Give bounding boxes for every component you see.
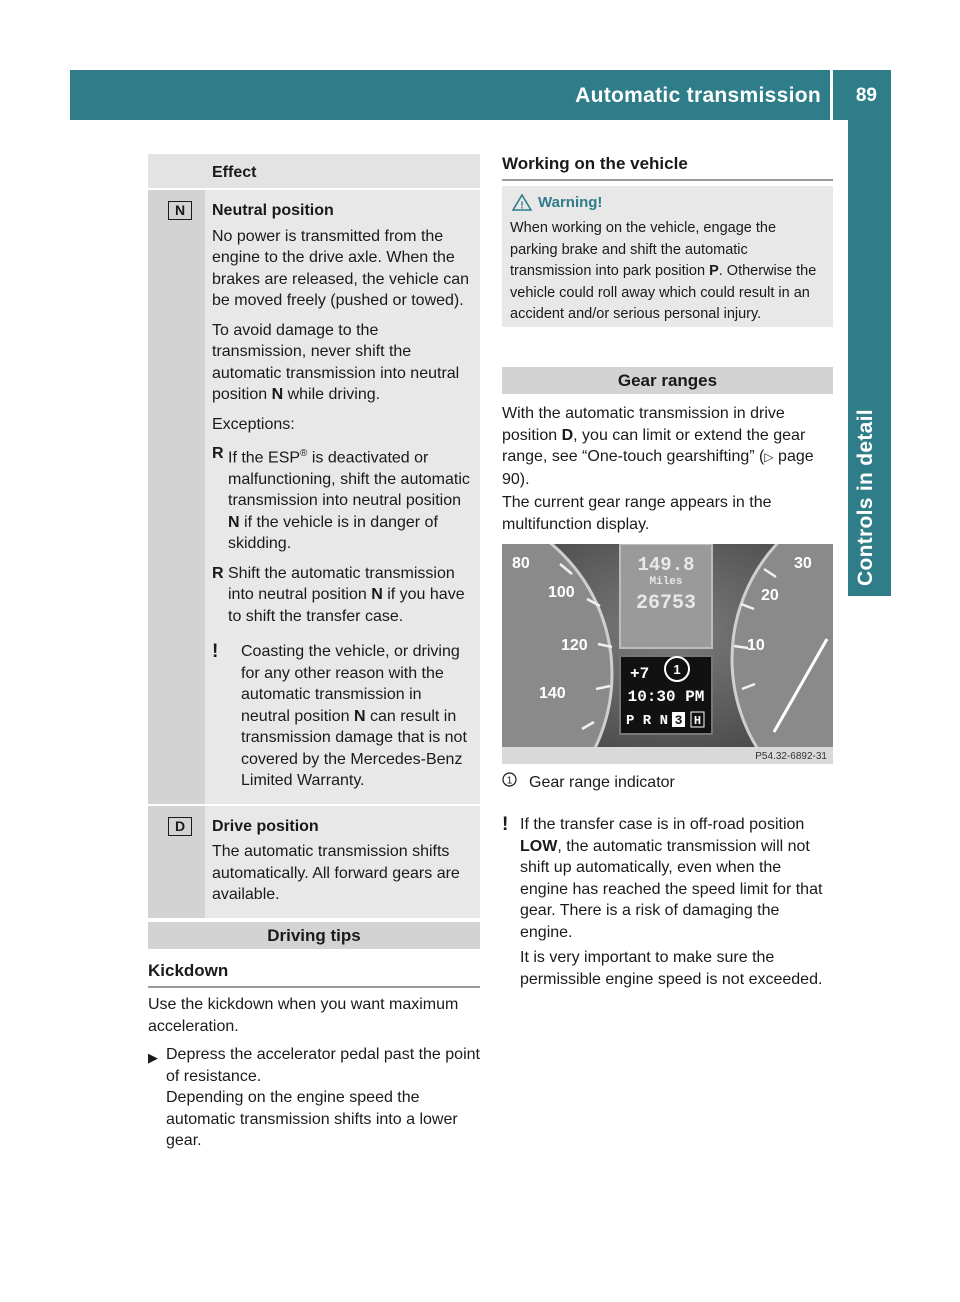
bold-gear-letter: N: [371, 586, 383, 604]
kickdown-heading: Kickdown: [148, 961, 480, 988]
exception-bullet-transfer-case: [212, 563, 472, 628]
callout-legend: [502, 772, 833, 794]
text-run: . Otherwise the vehicle could roll away which could result in an accident and/or serious personal injury.: [510, 263, 817, 322]
odometer-value: 26753: [635, 592, 697, 615]
rpm-label-30: 30: [794, 555, 812, 572]
circled-number-icon: [502, 772, 517, 787]
driving-tips-section-bar: Driving tips: [148, 922, 480, 949]
bold-gear-letter: N: [228, 513, 240, 531]
warning-header: [512, 194, 602, 211]
neutral-paragraph-1: No power is transmitted from the engine to the drive axle. When the brakes are released, the vehicle can be moved freely (pushed or towed).: [212, 227, 470, 309]
text-run: With the automatic transmission in drive position: [502, 405, 785, 444]
page-number: 89: [855, 85, 877, 106]
neutral-content-cell: [205, 190, 480, 804]
bold-gear-letter: D: [561, 426, 574, 444]
side-tab: [848, 306, 891, 596]
speed-label-140: 140: [539, 685, 566, 702]
callout-legend-number: 1: [506, 775, 513, 787]
header-title: Automatic transmission: [575, 84, 821, 107]
text-run: , you can limit or extend the gear range, see “One-touch gearshifting” (: [502, 426, 806, 465]
exclamation-icon: !: [212, 641, 219, 663]
header-separator: [830, 70, 833, 120]
text-run: is deactivated or malfunctioning, shift the automatic transmission into neutral position: [228, 449, 470, 510]
text-run: When working on the vehicle, engage the parking brake and shift the automatic transmission into park position: [510, 220, 777, 279]
step-line: Depending on the engine speed the automatic transmission shifts into a lower gear.: [166, 1089, 458, 1149]
drive-text: The automatic transmission shifts automatically. All forward gears are available.: [212, 843, 460, 904]
rpm-label-20: 20: [761, 587, 779, 604]
page-ref-arrow-icon: ▷: [764, 450, 774, 464]
effect-table: [148, 154, 480, 918]
warning-text: [510, 218, 827, 326]
transfer-case-warning: [502, 814, 833, 943]
cluster-illustration: [502, 544, 833, 764]
gear-n-icon: N: [168, 201, 192, 220]
coasting-warning-text: [241, 641, 472, 792]
column-header-effect: Effect: [212, 164, 257, 181]
transfer-case-note: [502, 814, 833, 990]
speed-label-100: 100: [548, 584, 575, 601]
text-run: can result in transmission damage that is not covered by the Mercedes-Benz Limited Warranty.: [241, 707, 467, 790]
gear-d-icon: D: [168, 817, 192, 836]
warning-label: Warning!: [538, 194, 603, 211]
callout-1-legend-icon: [502, 772, 529, 794]
text-run: Coasting the vehicle, or driving for any other reason with the automatic transmission in neutral position: [241, 643, 460, 725]
rpm-label-10: 10: [747, 637, 765, 654]
text-run: if the vehicle is in danger of skidding.: [228, 513, 438, 553]
gear-ranges-paragraph-1: [502, 403, 833, 490]
bold-gear-letter: N: [271, 386, 284, 403]
text-run: , the automatic transmission will not shift up automatically, even when the engine has reached the speed limit for that gear. There is a risk of damaging the engine.: [520, 837, 823, 941]
text-run: Shift the automatic transmission into neutral position: [228, 564, 455, 604]
page-header-bar: [70, 70, 891, 120]
gear-ranges-paragraph-2: The current gear range appears in the multifunction display.: [502, 494, 772, 533]
bullet-text: [228, 443, 472, 555]
callout-1-label: Gear range indicator: [529, 774, 675, 791]
text-run: If the transfer case is in off-road position: [520, 816, 805, 833]
drive-icon-cell: [148, 806, 205, 918]
step-arrow-icon: ▶: [148, 1050, 158, 1065]
neutral-icon-cell: [148, 190, 205, 804]
photo-code: P54.32-6892-31: [755, 751, 827, 762]
working-on-vehicle-heading: Working on the vehicle: [502, 154, 833, 181]
exception-bullet-esp: [212, 443, 472, 555]
speed-label-80: 80: [512, 555, 530, 572]
neutral-title: Neutral position: [212, 202, 334, 219]
bullet-icon: R: [212, 564, 224, 582]
coasting-warning: [212, 641, 472, 792]
text-run: If the ESP: [228, 449, 301, 467]
outside-temperature: +7: [630, 665, 650, 683]
trip-value: 149.8: [637, 554, 695, 576]
neutral-paragraph-2: [212, 320, 472, 406]
bold-gear-letter: N: [353, 707, 366, 725]
bold-range-label: LOW: [520, 837, 558, 855]
warning-box: [502, 186, 833, 327]
side-tab-spacer: [848, 120, 891, 306]
warning-triangle-icon: [512, 194, 532, 211]
kickdown-step: [148, 1044, 480, 1152]
bullet-text: [228, 563, 472, 628]
kickdown-step-text: [166, 1044, 480, 1152]
exclamation-icon: !: [502, 814, 509, 835]
text-run: if you have to shift the transfer case.: [228, 586, 465, 625]
drive-title: Drive position: [212, 817, 319, 835]
gear-letters: P R N: [626, 713, 669, 729]
speed-label-120: 120: [561, 637, 588, 654]
engine-speed-note: It is very important to make sure the permissible engine speed is not exceeded.: [520, 949, 823, 988]
range-mode-letter: H: [693, 714, 702, 728]
text-run: page 90).: [502, 448, 814, 488]
table-header: [148, 154, 480, 190]
registered-mark: ®: [300, 448, 308, 459]
step-line: Depress the accelerator pedal past the point of resistance.: [166, 1046, 480, 1085]
side-tab-label: Controls in detail: [854, 409, 877, 586]
table-row-drive: [148, 806, 480, 918]
gear-ranges-section-bar: Gear ranges: [502, 367, 833, 394]
svg-text:!: !: [520, 200, 524, 211]
table-row-neutral: [148, 190, 480, 806]
gear-range-indicator: 3: [674, 713, 683, 728]
exceptions-label: Exceptions:: [212, 415, 295, 433]
text-run: while driving.: [283, 386, 381, 403]
drive-content-cell: [205, 806, 480, 918]
bold-gear-letter: P: [709, 263, 719, 279]
trip-unit: Miles: [649, 576, 683, 588]
photo-callout-number: 1: [673, 662, 681, 677]
instrument-cluster-photo: [502, 544, 833, 764]
kickdown-intro: Use the kickdown when you want maximum acceleration.: [148, 996, 459, 1035]
bullet-icon: R: [212, 445, 224, 462]
transfer-case-warning-text: [520, 814, 833, 943]
clock-display: 10:30 PM: [627, 688, 705, 706]
text-run: To avoid damage to the transmission, never shift the automatic transmission into neutral position: [212, 321, 460, 403]
